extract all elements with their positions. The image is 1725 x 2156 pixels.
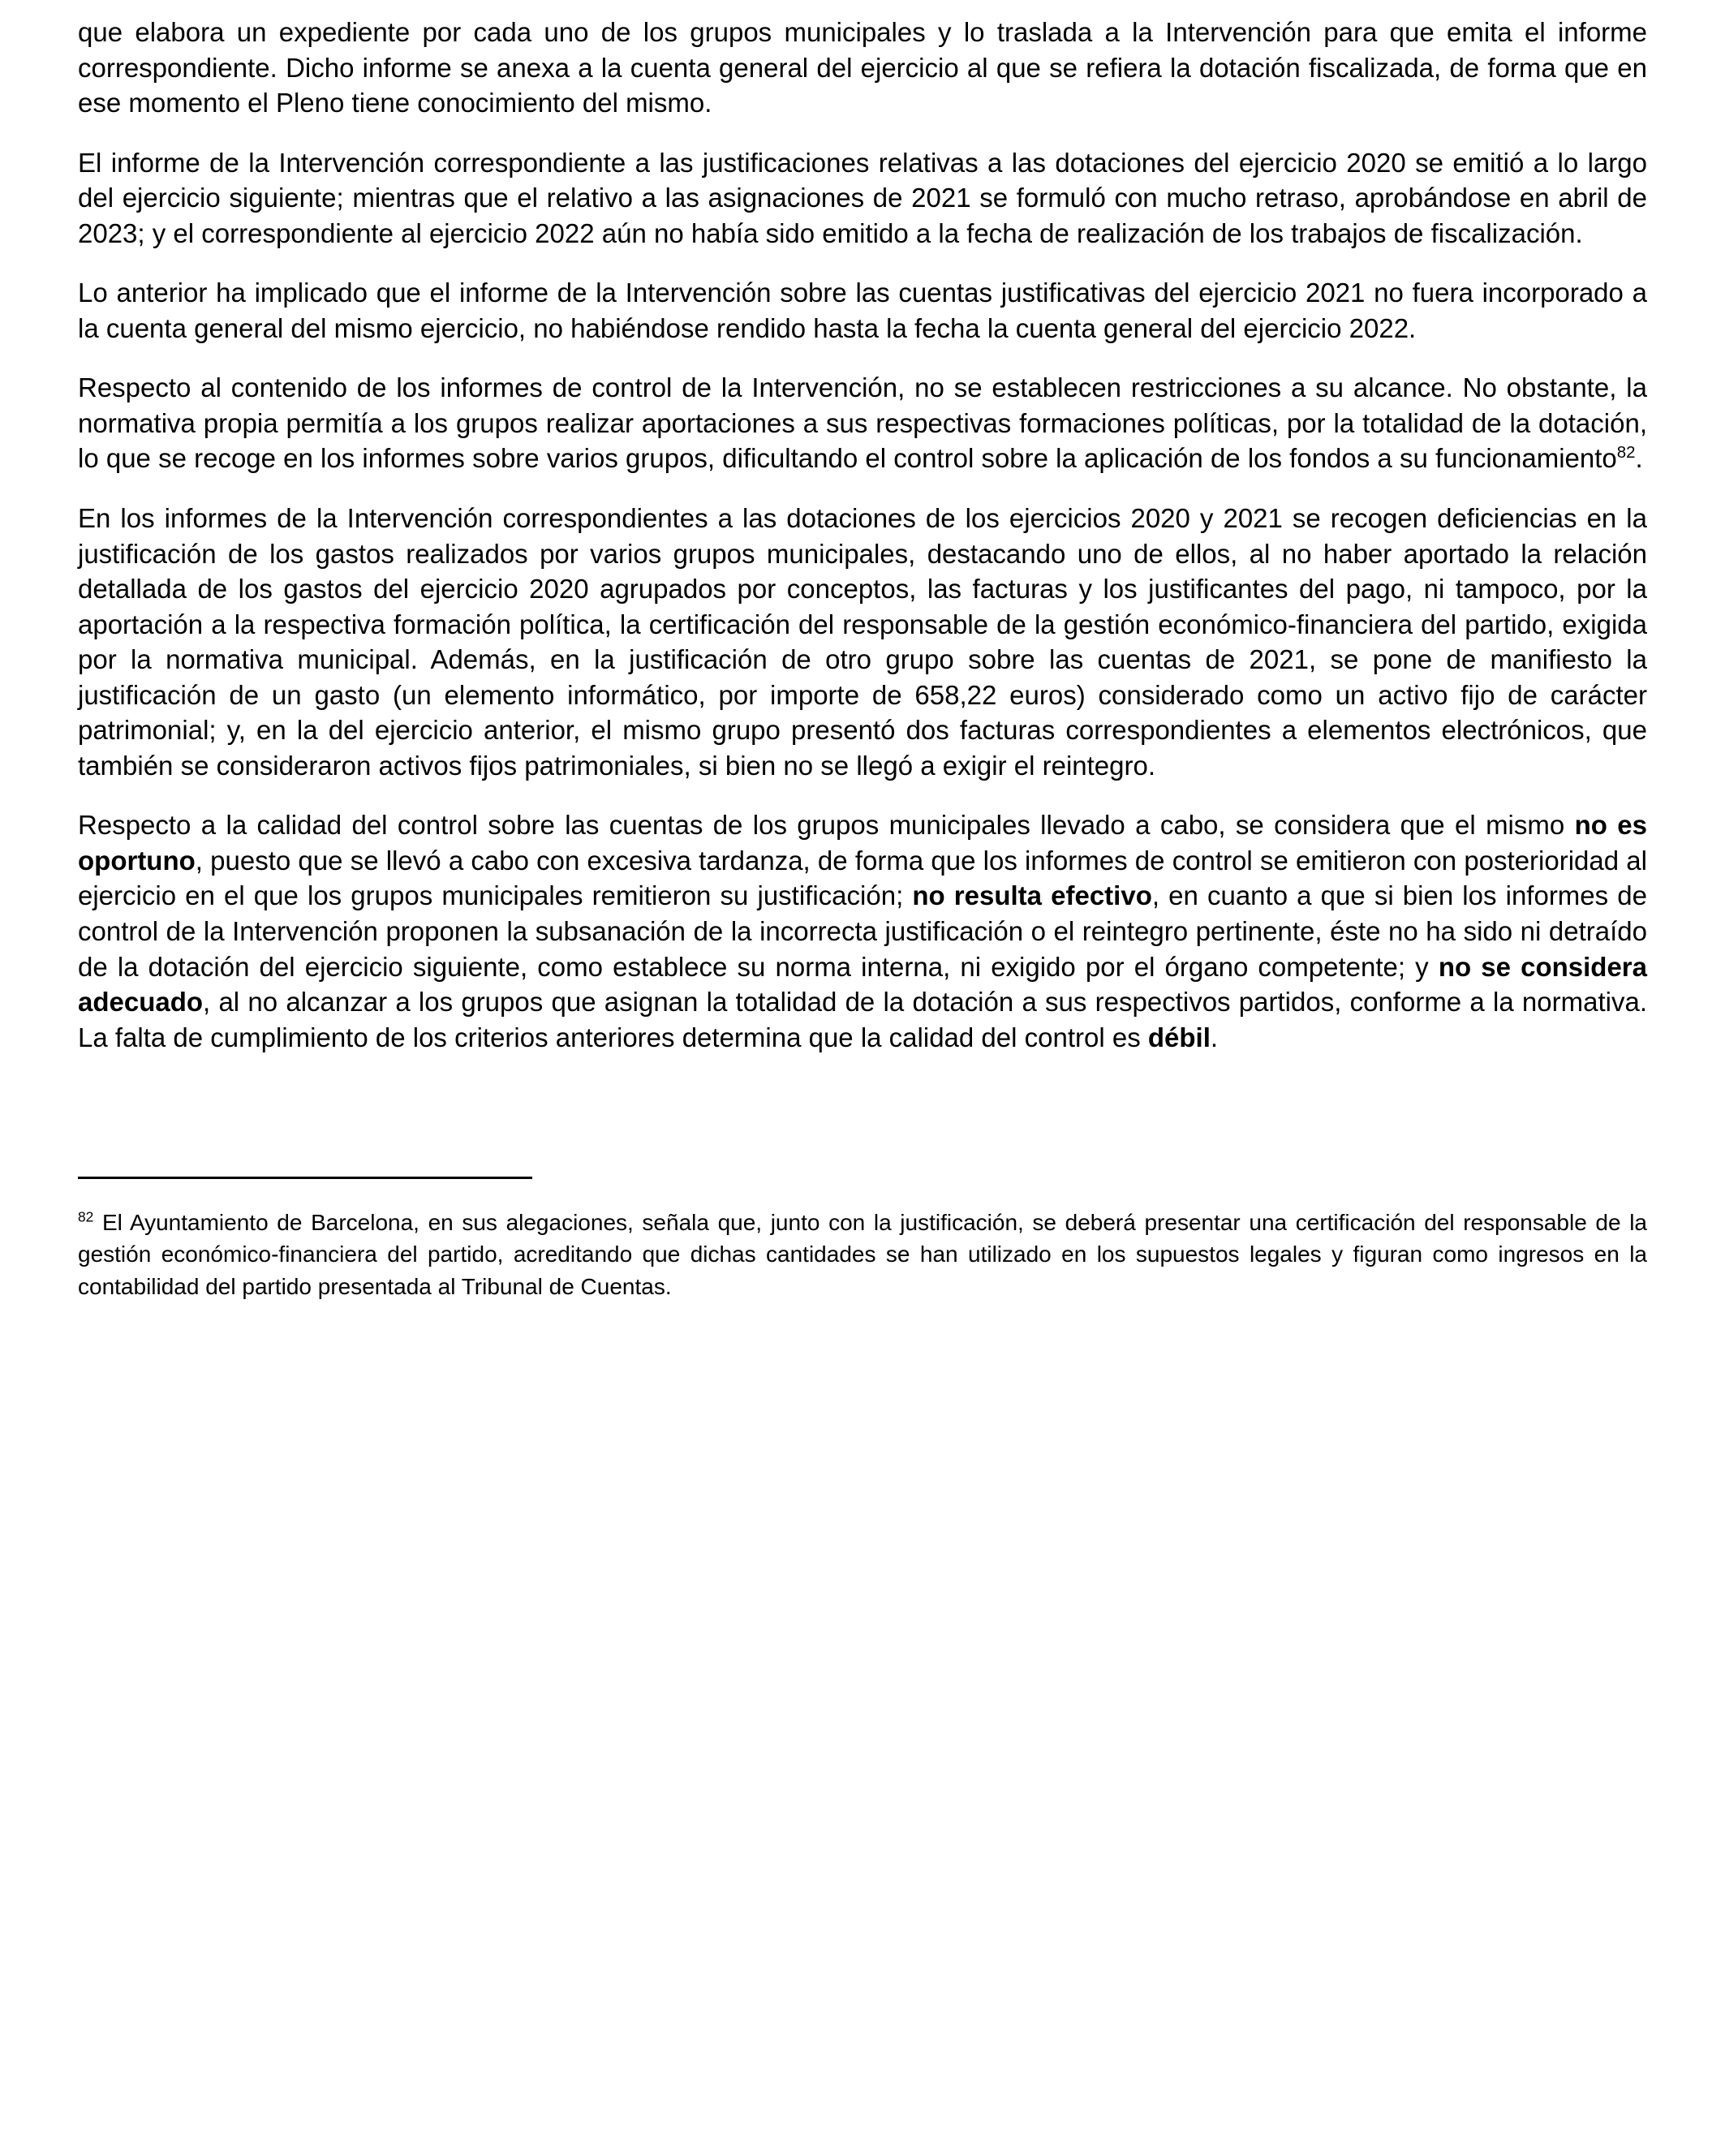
document-body (78, 15, 1647, 1055)
emphasized-text: no se considera adecuado (78, 951, 1647, 1018)
body-text: . (1635, 443, 1643, 474)
footnote (78, 1207, 1647, 1302)
paragraph (78, 275, 1647, 346)
paragraph (78, 15, 1647, 121)
paragraph (78, 501, 1647, 783)
paragraph (78, 145, 1647, 252)
body-text: , al no alcanzar a los grupos que asignan la totalidad de la dotación a sus respectivos partidos, conforme a la normativa. La falta de cumplimiento de los criterios anteriores determina que la calidad del control es (78, 987, 1647, 1052)
footnote-list (78, 1207, 1647, 1302)
footnote-reference: 82 (1616, 443, 1636, 463)
body-text: El Ayuntamiento de Barcelona, en sus alegaciones, señala que, junto con la justificación, se deberá presentar una certificación del responsable de la gestión económico-financiera del partido, acreditando que dichas cantidades se han utilizado en los supuestos legales y figuran como ingresos en la contabilidad del partido presentada al Tribunal de Cuentas. (78, 1210, 1647, 1299)
paragraph (78, 807, 1647, 1055)
body-text: El informe de la Intervención correspondiente a las justificaciones relativas a las dotaciones del ejercicio 2020 se emitió a lo largo del ejercicio siguiente; mientras que el relativo a las asignaciones de 2021 se formuló con mucho retraso, aprobándose en abril de 2023; y el correspondiente al ejercicio 2022 aún no había sido emitido a la fecha de realización de los trabajos de fiscalización. (78, 147, 1647, 248)
body-text: que elabora un expediente por cada uno de los grupos municipales y lo traslada a la Intervención para que emita el informe correspondiente. Dicho informe se anexa a la cuenta general del ejercicio al que se refiera la dotación fiscalizada, de forma que en ese momento el Pleno tiene conocimiento del mismo. (78, 17, 1647, 118)
footnote-marker: 82 (78, 1208, 94, 1225)
emphasized-text: no es oportuno (78, 810, 1647, 876)
footnote-separator (78, 1177, 532, 1179)
body-text: . (1210, 1022, 1219, 1052)
emphasized-text: no resulta efectivo (912, 880, 1152, 911)
body-text: Respecto a la calidad del control sobre las cuentas de los grupos municipales llevado a cabo, se considera que el mismo (78, 810, 1575, 841)
paragraph (78, 370, 1647, 476)
body-text: , en cuanto a que si bien los informes de control de la Intervención proponen la subsanación de la incorrecta justificación o el reintegro pertinente, éste no ha sido ni detraído de la dotación del ejercicio siguiente, como establece su norma interna, ni exigido por el órgano competente; y (78, 880, 1647, 982)
body-text: Lo anterior ha implicado que el informe de la Intervención sobre las cuentas justificativas del ejercicio 2021 no fuera incorporado a la cuenta general del mismo ejercicio, no habiéndose rendido hasta la fecha la cuenta general del ejercicio 2022. (78, 278, 1647, 343)
body-text: Respecto al contenido de los informes de control de la Intervención, no se establecen restricciones a su alcance. No obstante, la normativa propia permitía a los grupos realizar aportaciones a sus respectivas formaciones políticas, por la totalidad de la dotación, lo que se recoge en los informes sobre varios grupos, dificultando el control sobre la aplicación de los fondos a su funcionamiento (78, 372, 1647, 474)
body-text: En los informes de la Intervención correspondientes a las dotaciones de los ejercicios 2020 y 2021 se recogen deficiencias en la justificación de los gastos realizados por varios grupos municipales, destacando uno de ellos, al no haber aportado la relación detallada de los gastos del ejercicio 2020 agrupados por conceptos, las facturas y los justificantes del pago, ni tampoco, por la aportación a la respectiva formación política, la certificación del responsable de la gestión económico-financiera del partido, exigida por la normativa municipal. Además, en la justificación de otro grupo sobre las cuentas de 2021, se pone de manifiesto la justificación de un gasto (un elemento informático, por importe de 658,22 euros) considerado como un activo fijo de carácter patrimonial; y, en la del ejercicio anterior, el mismo grupo presentó dos facturas correspondientes a elementos electrónicos, que también se consideraron activos fijos patrimoniales, si bien no se llegó a exigir el reintegro. (78, 503, 1647, 781)
body-text: , puesto que se llevó a cabo con excesiva tardanza, de forma que los informes de control se emitieron con posterioridad al ejercicio en el que los grupos municipales remitieron su justificación; (78, 845, 1647, 911)
emphasized-text: débil (1147, 1022, 1211, 1052)
footnote-area (78, 1177, 1647, 1302)
